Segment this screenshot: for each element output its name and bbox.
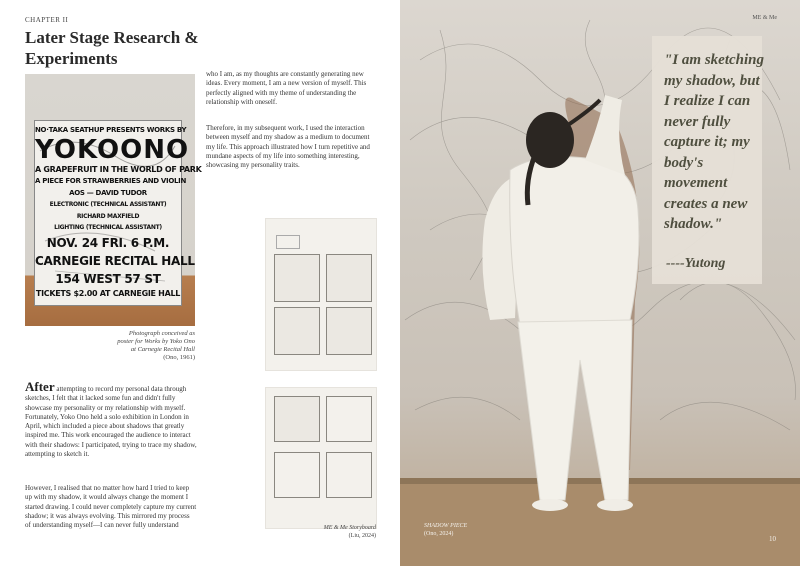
storyboard-citation: (Liu, 2024) — [348, 533, 376, 539]
poster-line: RICHARD MAXFIELD — [76, 213, 140, 220]
lead-word: After — [25, 379, 55, 394]
poster-photograph — [25, 74, 202, 326]
poster-line: A GRAPEFRUIT IN THE WORLD OF PARK — [35, 165, 202, 174]
quote-box — [652, 36, 765, 284]
running-header: ME & Me — [752, 15, 777, 21]
poster-line: LIGHTING (TECHNICAL ASSISTANT) — [54, 224, 162, 231]
poster-line: ELECTRONIC (TECHNICAL ASSISTANT) — [49, 201, 167, 208]
sketch-doodle — [276, 235, 300, 249]
poster-caption-text: Photograph conceived as poster for Works by Yoko Ono at Carnegie Recital Hall — [117, 330, 195, 353]
photo-caption-title: SHADOW PIECE — [424, 523, 468, 529]
paragraph-after-text: attempting to record my personal data through sketches, I felt that it lacked some fun and didn't fully showcase my personality or my relationship with myself. Fortunately, Yoko Ono held a solo exhibition in London in April, which included a piece about shadows that greatly inspired me. This work encouraged the audience to interact with their shadows: I participated, trying to trace my shadow, attempting to sketch it. — [25, 385, 197, 459]
storyboard-frame — [274, 396, 320, 442]
paragraph-however: However, I realised that no matter how hard I tried to keep up with my shadow, it would always change the moment I started drawing. I could never completely capture my current shadow; it was always evolving. This mirrored my process of understanding myself—I can never fully understand — [25, 484, 197, 530]
poster-line: NOV. 24 FRI. 6 P.M. — [46, 236, 170, 250]
poster-line: CARNEGIE RECITAL HALL — [35, 254, 195, 268]
storyboard-sketch-page — [266, 388, 376, 528]
poster-line: AOS — DAVID TUDOR — [69, 189, 147, 197]
poster-line: NO·TAKA SEATHUP PRESENTS WORKS BY — [35, 126, 187, 134]
pull-quote: "I am sketching my shadow, but I realize I can never fully capture it; my body's movement creates a new shadow." — [664, 52, 765, 232]
storyboard-frame — [326, 254, 372, 302]
storyboard-frame — [326, 396, 372, 442]
page-title: Later Stage Research & Experiments — [25, 28, 199, 68]
paragraph-continuation: who I am, as my thoughts are constantly generating new ideas. Every moment, I am a new version of myself. This perfectly aligned with my theme of understanding the relationship with oneself. — [206, 70, 367, 106]
storyboard-caption-text: ME & Me Storyboard — [323, 525, 376, 531]
storyboard-frame — [326, 307, 372, 355]
storyboard-frame — [326, 452, 372, 498]
photo-caption — [424, 522, 467, 538]
paragraph-after — [25, 379, 197, 459]
paragraph-subsequent-work: Therefore, in my subsequent work, I used the interaction between myself and my shadow as a medium to document my life. This approach illustrated how I turn repetitive and mundane aspects of my life into something interesting, showcasing my personality traits. — [206, 124, 370, 170]
poster-line: 154 WEST 57 ST — [55, 272, 161, 286]
storyboard-caption — [300, 524, 376, 540]
chapter-label: CHAPTER II — [25, 16, 69, 24]
poster-line: YOKOONO — [35, 135, 190, 165]
right-page — [400, 0, 800, 566]
storyboard-sketch-page — [266, 219, 376, 370]
yoko-ono-poster — [34, 120, 202, 306]
storyboard-frame — [274, 254, 320, 302]
poster-line: A PIECE FOR STRAWBERRIES AND VIOLIN — [35, 177, 186, 185]
poster-citation: (Ono, 1961) — [163, 354, 195, 361]
quote-author: ----Yutong — [666, 256, 726, 271]
storyboard-frame — [274, 452, 320, 498]
storyboard-frame — [274, 307, 320, 355]
poster-caption — [115, 330, 195, 362]
page-number: 10 — [769, 535, 776, 543]
poster-line: TICKETS $2.00 AT CARNEGIE HALL — [35, 289, 181, 298]
photo-citation: (Ono, 2024) — [424, 531, 454, 537]
